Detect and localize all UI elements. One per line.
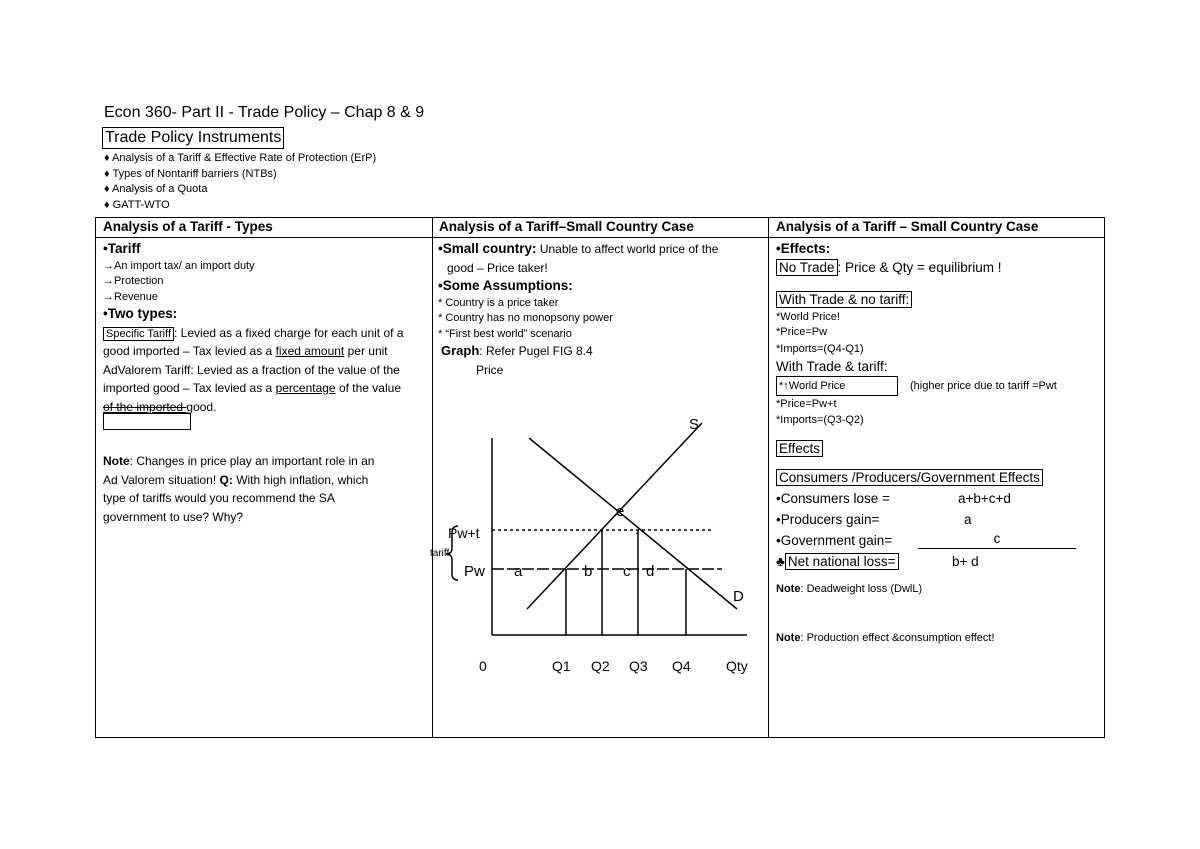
area-label-c: c (623, 563, 631, 580)
small-country-line: good – Price taker! (447, 260, 548, 275)
topic-item: ♦ Analysis of a Tariff & Effective Rate of Protection (ErP) (104, 152, 377, 164)
trade-item: *World Price! (776, 310, 840, 323)
small-country-line: •Small country: Unable to affect world price of the (438, 241, 719, 256)
column-header-small-country: Analysis of a Tariff–Small Country Case (439, 219, 694, 234)
demand-label: D (733, 588, 744, 605)
fixed-amount-term: fixed amount (275, 344, 345, 358)
trade-item: *Imports=(Q4-Q1) (776, 342, 864, 355)
area-label-a: a (514, 563, 523, 580)
column-divider (768, 218, 769, 737)
area-label-d: d (646, 563, 655, 580)
graph-reference: Graph: Refer Pugel FIG 8.4 (441, 343, 593, 358)
dot-label: . (635, 521, 640, 538)
world-price-box: *↑World Price (776, 376, 898, 396)
column-header-effects: Analysis of a Tariff – Small Country Case (776, 219, 1039, 234)
x-tick-qty: Qty (726, 658, 748, 674)
cpg-effects-box: Consumers /Producers/Government Effects (776, 469, 1043, 486)
x-tick-q3: Q3 (629, 658, 648, 674)
tariff-types-cell (103, 240, 425, 526)
tariff-point: →An import tax/ an import duty (103, 259, 255, 272)
trade-item: *Imports=(Q3-Q2) (776, 413, 864, 426)
topic-item: ♦ Types of Nontariff barriers (NTBs) (104, 167, 277, 180)
page-title: Econ 360- Part II - Trade Policy – Chap 8 & 9 (104, 104, 425, 121)
note-dwl: Note: Deadweight loss (DwlL) (776, 582, 923, 595)
effect-row: •Producers gain= a (776, 511, 972, 527)
no-trade-label: No Trade (776, 259, 838, 276)
content-table (95, 217, 1105, 738)
advalorem-line: imported good – Tax levied as a percentage of the value (103, 381, 401, 395)
x-tick-0: 0 (479, 658, 487, 674)
no-trade-line: No Trade : Price & Qty = equilibrium ! (776, 259, 1101, 278)
section-title: Trade Policy Instruments (102, 127, 284, 149)
supply-curve (527, 423, 702, 609)
topic-item: ♦ Analysis of a Quota (104, 183, 208, 195)
assumption-item: * “First best world” scenario (438, 327, 572, 340)
tariff-point: →Protection (103, 275, 164, 287)
effects-heading: •Effects: (776, 241, 831, 256)
topic-item: ♦ GATT-WTO (104, 198, 170, 211)
topic-list (104, 151, 376, 213)
area-label-b: b (584, 563, 593, 580)
effects-cell (776, 240, 1101, 647)
tariff-heading: •Tariff (103, 241, 141, 256)
pw-label: Pw (464, 563, 485, 580)
note-line: type of tariffs would you recommend the SA (103, 491, 335, 505)
advalorem-line: of the imported good. (103, 398, 425, 417)
effect-row: •Consumers lose = a+b+c+d (776, 490, 1011, 506)
equilibrium-label: e (616, 503, 625, 520)
effect-row: •Government gain= c (776, 530, 1101, 551)
note-line: government to use? Why? (103, 509, 244, 524)
empty-box (103, 413, 191, 430)
club-icon: ♣ (776, 553, 785, 569)
x-tick-q1: Q1 (552, 658, 571, 674)
tariff-label: tariff (430, 548, 450, 559)
graph-price-label: Price (476, 362, 504, 377)
supply-label: S (689, 416, 700, 433)
effect-row: ♣ Net national loss= b+ d (776, 553, 979, 569)
tariff-point: →Revenue (103, 290, 159, 303)
specific-tariff-line: good imported – Tax levied as a fixed amount per unit (103, 344, 388, 358)
effects-table (776, 488, 1101, 572)
specific-tariff-label: Specific Tariff (103, 327, 174, 341)
higher-price-note: (higher price due to tariff =Pwt (910, 379, 1057, 392)
with-trade-no-tariff: With Trade & no tariff: (776, 291, 912, 308)
header-divider (96, 237, 1104, 238)
two-types-heading: •Two types: (103, 306, 178, 321)
small-country-cell (438, 240, 764, 379)
effects-box: Effects (776, 440, 823, 457)
trade-item: *Price=Pw (776, 325, 828, 338)
x-tick-q4: Q4 (672, 658, 691, 674)
tariff-chart (430, 408, 768, 674)
percentage-term: percentage (275, 381, 336, 395)
note-line: Ad Valorem situation! Q: With high inflation, which (103, 472, 369, 487)
with-trade-tariff: With Trade & tariff: (776, 358, 888, 374)
assumptions-heading: •Some Assumptions: (438, 278, 573, 293)
pw-plus-t-label: Pw+t (448, 525, 480, 541)
assumption-item: * Country is a price taker (438, 296, 559, 309)
column-header-types: Analysis of a Tariff - Types (103, 219, 273, 234)
note-effects: Note: Production effect &consumption effect! (776, 632, 995, 644)
assumption-item: * Country has no monopsony power (438, 312, 613, 324)
note-line: Note: Changes in price play an important role in an (103, 454, 375, 468)
advalorem-line: AdValorem Tariff: Levied as a fraction of the value of the (103, 362, 400, 377)
specific-tariff-line: Specific Tariff : Levied as a fixed charge for each unit of a (103, 324, 425, 343)
x-tick-q2: Q2 (591, 658, 610, 674)
trade-item: *Price=Pw+t (776, 397, 837, 410)
demand-curve (529, 438, 737, 609)
